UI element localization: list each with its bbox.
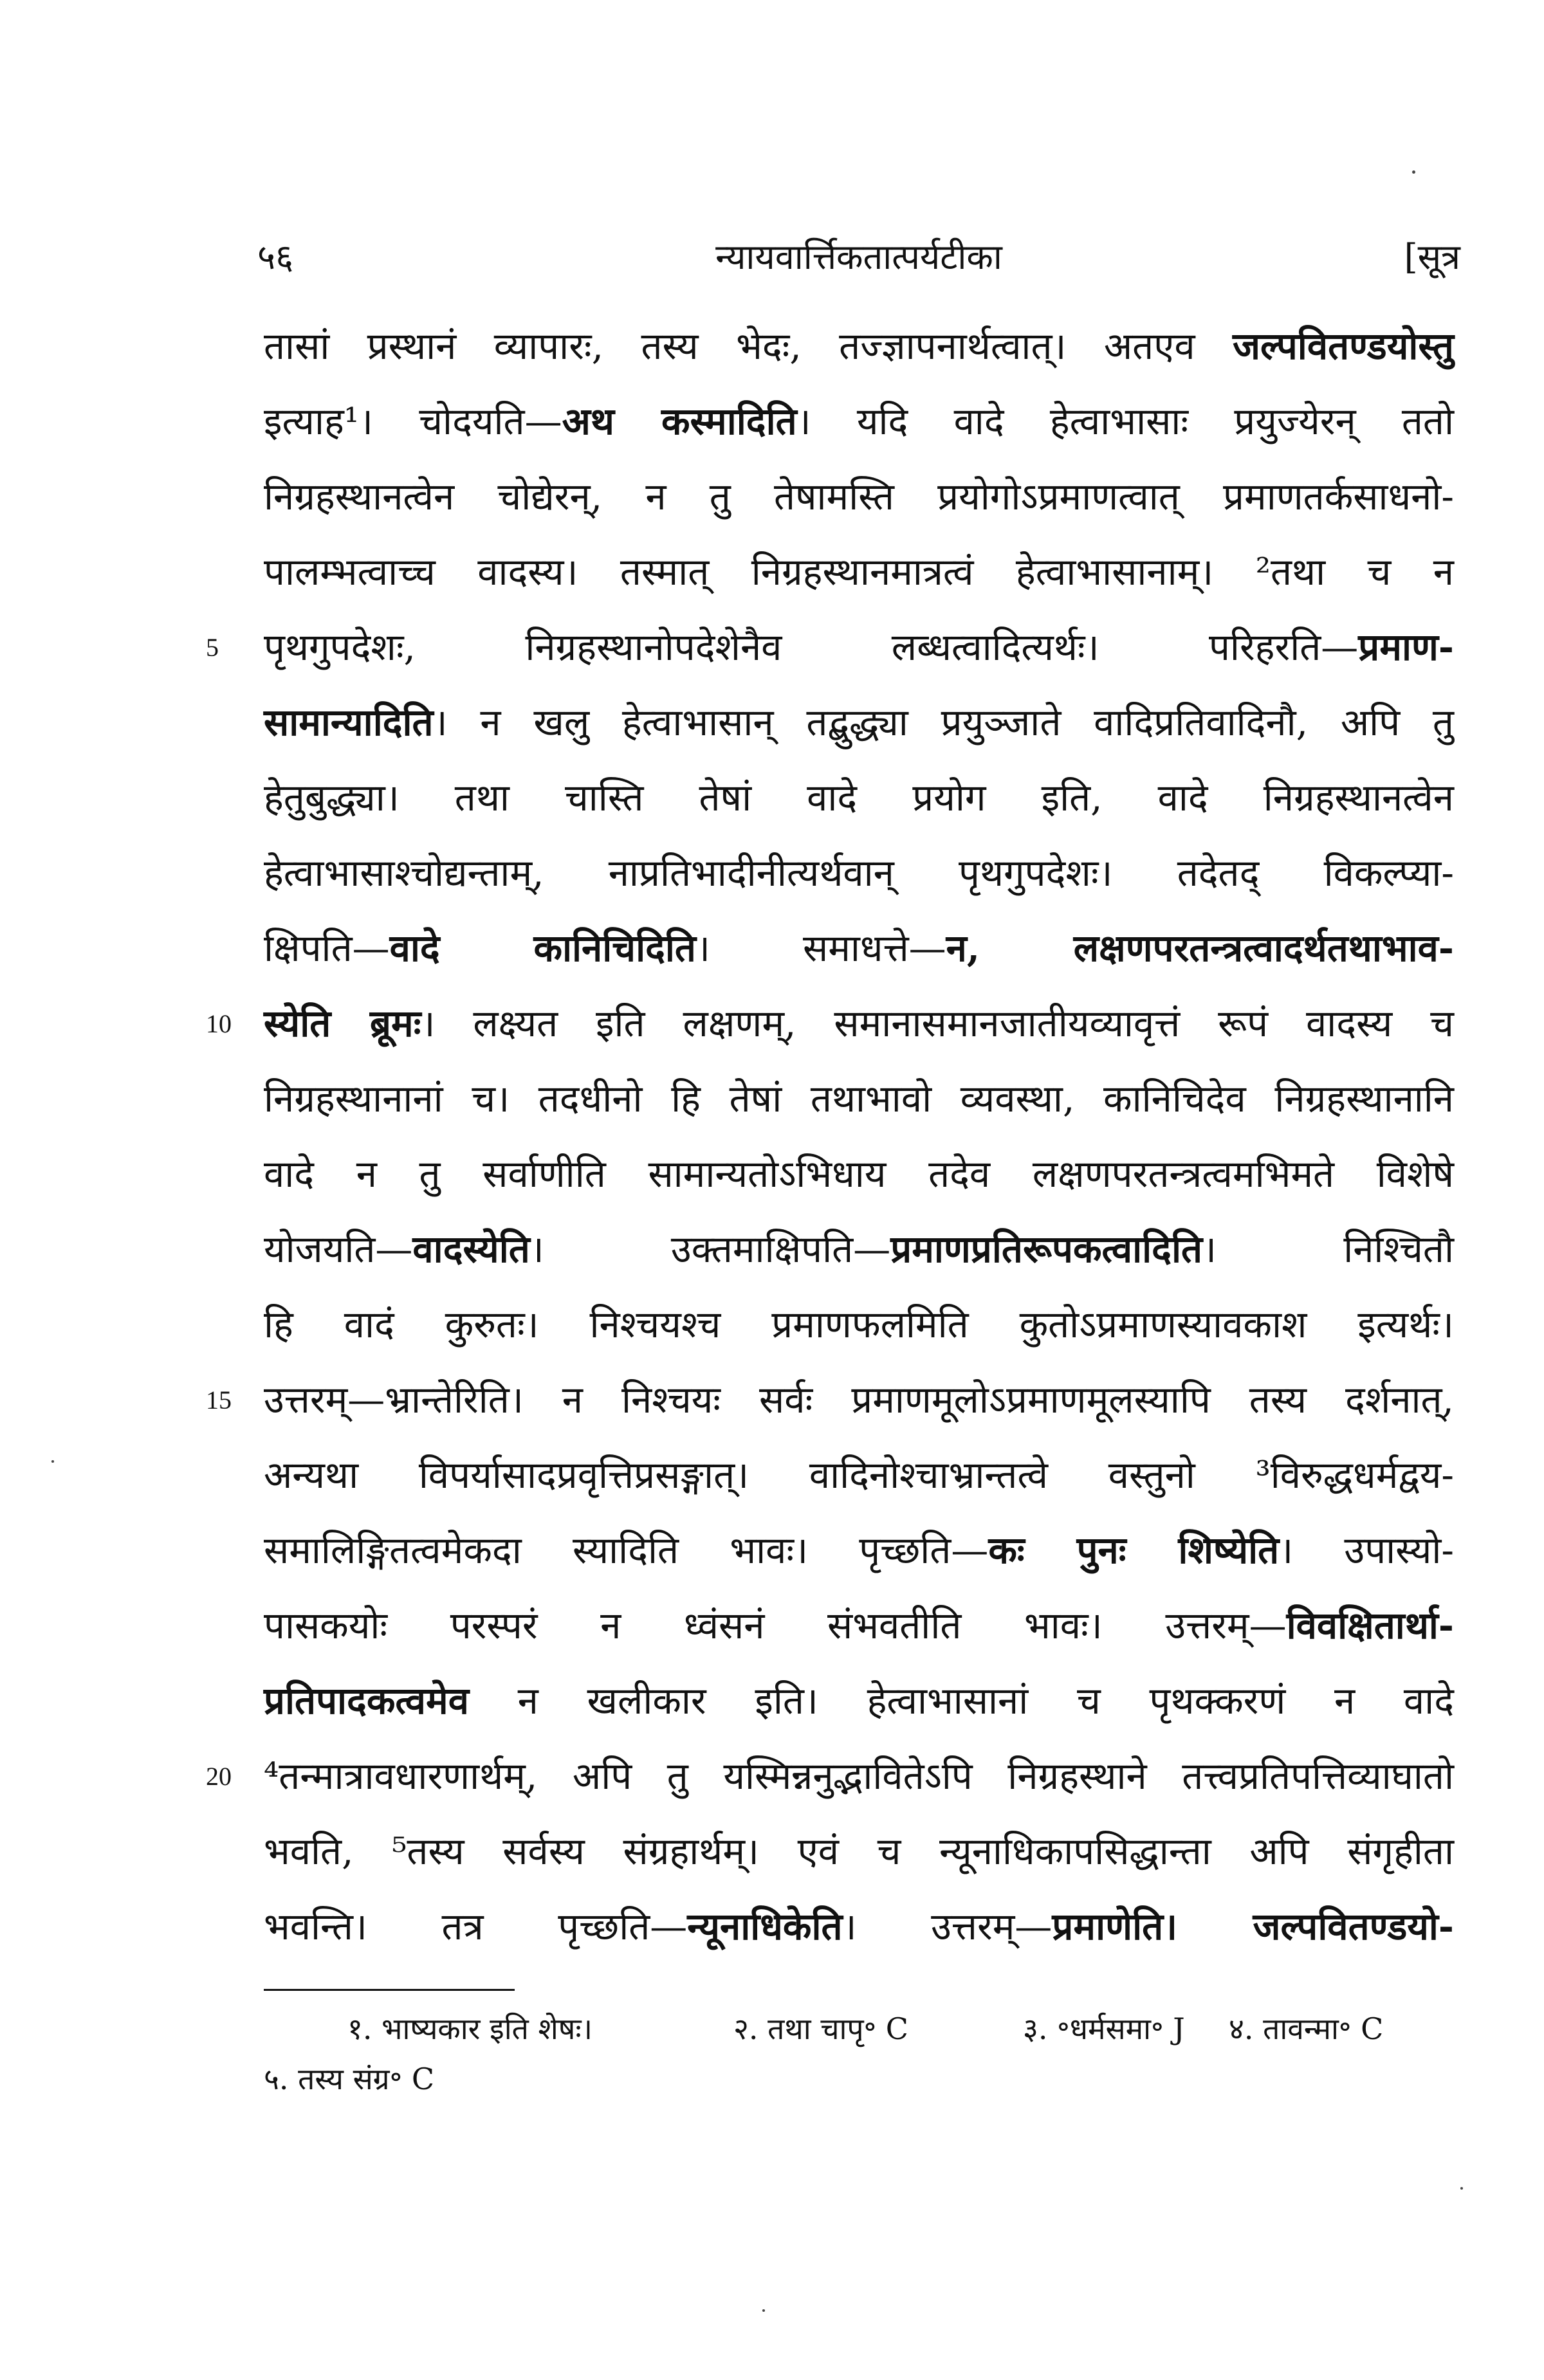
quoted-sutra-text: प्रमाणेति। जल्पवितण्डयो- bbox=[1052, 1905, 1454, 1948]
quoted-sutra-text: विवक्षितार्था- bbox=[1286, 1604, 1454, 1647]
text-line bbox=[264, 1588, 1454, 1663]
footnote: २. तथा चापृ॰ C bbox=[733, 2011, 908, 2046]
footnote: ४. तावन्मा॰ C bbox=[1229, 2011, 1384, 2046]
commentary-segment: हेतुबुद्ध्या। तथा चास्ति तेषां वादे प्रयोग इति, वादे निग्रहस्थानत्वेन bbox=[264, 776, 1454, 819]
quoted-sutra-text: वादे कानिचिदिति bbox=[389, 926, 696, 970]
text-line bbox=[264, 911, 1454, 986]
text-line bbox=[264, 1212, 1454, 1287]
quoted-sutra-text: वादस्येति bbox=[412, 1227, 530, 1271]
commentary-segment: अन्यथा विपर्यासादप्रवृत्तिप्रसङ्गात्। वादिनोश्चाभ्रान्तत्वे वस्तुनो ³विरुद्धधर्मद्वय- bbox=[264, 1453, 1454, 1497]
line-number: 15 bbox=[206, 1386, 232, 1414]
footnote: ५. तस्य संग्र॰ C bbox=[264, 2062, 435, 2096]
commentary-segment: निग्रहस्थानत्वेन चोद्येरन्, न तु तेषामस्ति प्रयोगोऽप्रमाणत्वात् प्रमाणतर्कसाधनो- bbox=[264, 475, 1454, 518]
commentary-segment: इत्याह¹। चोदयति— bbox=[264, 399, 562, 443]
text-line bbox=[264, 1061, 1454, 1137]
text-line bbox=[264, 836, 1454, 911]
line-number: 20 bbox=[206, 1762, 232, 1791]
commentary-segment: पालम्भत्वाच्च वादस्य। तस्मात् निग्रहस्थानमात्रत्वं हेत्वाभासानाम्। ²तथा च न bbox=[264, 550, 1454, 594]
commentary-segment: उत्तरम्—भ्रान्तेरिति। न निश्चयः सर्वः प्रमाणमूलोऽप्रमाणमूलस्यापि तस्य दर्शनात्, bbox=[264, 1378, 1454, 1422]
commentary-text bbox=[206, 309, 1454, 1964]
text-line bbox=[264, 309, 1454, 384]
text-line bbox=[264, 384, 1454, 459]
quoted-sutra-text: सामान्यादिति bbox=[264, 700, 434, 744]
text-line bbox=[206, 1739, 1454, 1814]
commentary-segment: निग्रहस्थानानां च। तदधीनो हि तेषां तथाभावो व्यवस्था, कानिचिदेव निग्रहस्थानानि bbox=[264, 1077, 1454, 1121]
section-label: [सूत्र bbox=[1404, 237, 1460, 277]
quoted-sutra-text: न, लक्षणपरतन्त्रत्वादर्थतथाभाव- bbox=[946, 926, 1454, 970]
page-number: ५६ bbox=[257, 237, 294, 277]
running-header bbox=[257, 228, 1460, 286]
line-number: 5 bbox=[206, 633, 219, 662]
commentary-segment: न खलीकार इति। हेत्वाभासानां च पृथक्करणं न वादे bbox=[468, 1679, 1454, 1723]
commentary-segment: क्षिपति— bbox=[264, 926, 390, 970]
footnote: ३. ॰धर्मसमा॰ J bbox=[1023, 2011, 1185, 2046]
scan-speck bbox=[51, 1460, 54, 1463]
text-line bbox=[264, 1513, 1454, 1588]
commentary-segment: वादे न तु सर्वाणीति सामान्यतोऽभिधाय तदेव लक्षणपरतन्त्रत्वमभिमते विशेषे bbox=[264, 1152, 1454, 1196]
text-line bbox=[264, 1814, 1454, 1889]
text-line bbox=[264, 1287, 1454, 1362]
commentary-segment: । यदि वादे हेत्वाभासाः प्रयुज्येरन् ततो bbox=[796, 399, 1454, 443]
quoted-sutra-text: प्रतिपादकत्वमेव bbox=[264, 1679, 469, 1723]
quoted-sutra-text: अथ कस्मादिति bbox=[562, 399, 797, 443]
footnotes bbox=[264, 2004, 1460, 2104]
book-title: न्यायवार्त्तिकतात्पर्यटीका bbox=[715, 237, 1002, 277]
footnote-separator bbox=[264, 1989, 515, 1991]
quoted-sutra-text: स्येति ब्रूमः bbox=[264, 1002, 421, 1045]
footnote: १. भाष्यकार इति शेषः। bbox=[347, 2011, 593, 2046]
commentary-segment: हेत्वाभासाश्चोद्यन्ताम्, नाप्रतिभादीनीत्यर्थवान् पृथगुपदेशः। तदेतद् विकल्प्या- bbox=[264, 851, 1454, 895]
commentary-segment: पासकयोः परस्परं न ध्वंसनं संभवतीति भावः। उत्तरम्— bbox=[264, 1604, 1287, 1647]
scan-speck bbox=[1412, 170, 1415, 174]
commentary-segment: । लक्ष्यत इति लक्षणम्, समानासमानजातीयव्यावृत्तं रूपं वादस्य च bbox=[421, 1002, 1454, 1045]
text-line bbox=[264, 459, 1454, 535]
commentary-segment: हि वादं कुरुतः। निश्चयश्च प्रमाणफलमिति कुतोऽप्रमाणस्यावकाश इत्यर्थः। bbox=[264, 1303, 1454, 1346]
commentary-segment: भवति, ⁵तस्य सर्वस्य संग्रहार्थम्। एवं च न्यूनाधिकापसिद्धान्ता अपि संगृहीता bbox=[264, 1829, 1454, 1873]
commentary-segment: । उपास्यो- bbox=[1279, 1528, 1454, 1572]
quoted-sutra-text: जल्पवितण्डयोस्तु bbox=[1232, 324, 1454, 368]
footnote-row bbox=[264, 2004, 1460, 2054]
commentary-segment: भवन्ति। तत्र पृच्छति— bbox=[264, 1905, 688, 1948]
footnote-row bbox=[264, 2054, 1460, 2104]
commentary-segment: योजयति— bbox=[264, 1227, 413, 1271]
text-line bbox=[264, 1438, 1454, 1513]
text-line bbox=[264, 1137, 1454, 1212]
commentary-segment: । समाधत्ते— bbox=[696, 926, 946, 970]
text-line bbox=[206, 1362, 1454, 1438]
commentary-segment: तासां प्रस्थानं व्यापारः, तस्य भेदः, तज्ज्ञापनार्थत्वात्। अतएव bbox=[264, 324, 1233, 368]
commentary-segment: । उक्तमाक्षिपति— bbox=[529, 1227, 891, 1271]
quoted-sutra-text: न्यूनाधिकेति bbox=[687, 1905, 843, 1948]
quoted-sutra-text: कः पुनः शिष्येति bbox=[988, 1528, 1280, 1572]
text-line bbox=[264, 535, 1454, 610]
commentary-segment: । निश्चितौ bbox=[1202, 1227, 1454, 1271]
text-line bbox=[206, 986, 1454, 1061]
quoted-sutra-text: प्रमाण- bbox=[1358, 625, 1454, 669]
scan-speck bbox=[1460, 2187, 1463, 2190]
commentary-segment: पृथगुपदेशः, निग्रहस्थानोपदेशेनैव लब्धत्वादित्यर्थः। परिहरति— bbox=[264, 625, 1359, 669]
text-line bbox=[264, 760, 1454, 836]
commentary-segment: । उत्तरम्— bbox=[842, 1905, 1052, 1948]
text-line bbox=[264, 685, 1454, 760]
text-line bbox=[264, 1889, 1454, 1964]
scan-speck bbox=[762, 2309, 765, 2312]
commentary-segment: समालिङ्गितत्वमेकदा स्यादिति भावः। पृच्छति— bbox=[264, 1528, 989, 1572]
commentary-segment: ⁴तन्मात्रावधारणार्थम्, अपि तु यस्मिन्ननुद्भावितेऽपि निग्रहस्थाने तत्त्वप्रतिपत्तिव्याघातो bbox=[264, 1754, 1454, 1798]
text-line bbox=[206, 610, 1454, 685]
text-line bbox=[264, 1663, 1454, 1739]
quoted-sutra-text: प्रमाणप्रतिरूपकत्वादिति bbox=[890, 1227, 1203, 1271]
line-number: 10 bbox=[206, 1009, 232, 1038]
commentary-segment: । न खलु हेत्वाभासान् तद्बुद्ध्या प्रयुञ्जाते वादिप्रतिवादिनौ, अपि तु bbox=[433, 700, 1454, 744]
